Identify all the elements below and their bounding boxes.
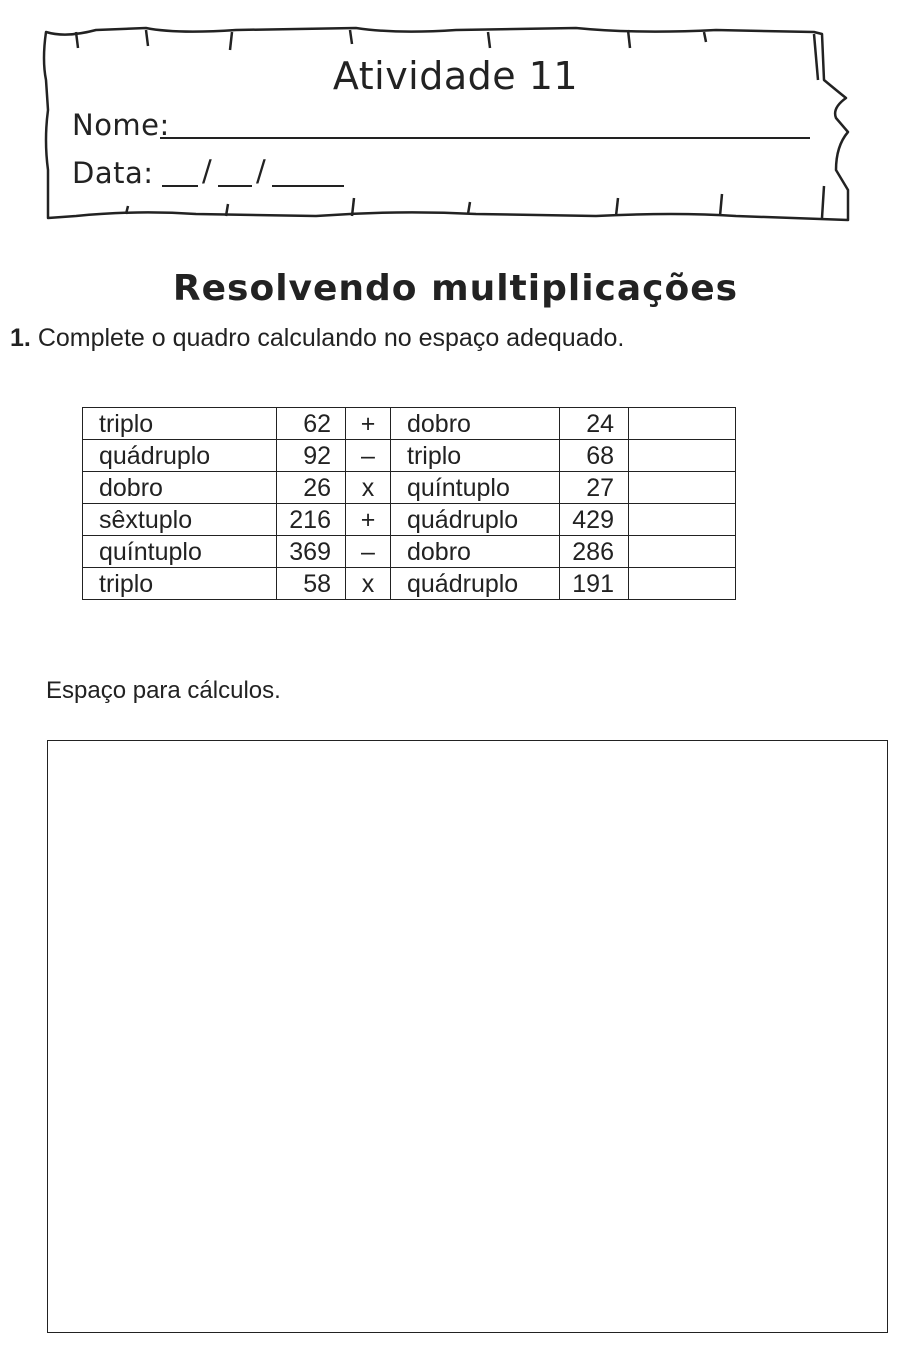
number-cell: 58	[277, 568, 346, 600]
operator-cell: +	[346, 504, 391, 536]
calc-space-box[interactable]	[47, 740, 888, 1333]
number-cell: 429	[560, 504, 629, 536]
table-row	[83, 440, 736, 472]
operator-cell: –	[346, 536, 391, 568]
date-separator: /	[256, 154, 266, 188]
table-row	[83, 536, 736, 568]
multiplier-word-cell: quádruplo	[83, 440, 277, 472]
multiplier-word-cell: quíntuplo	[391, 472, 560, 504]
number-cell: 24	[560, 408, 629, 440]
date-year-field[interactable]	[272, 185, 344, 187]
multiplier-word-cell: sêxtuplo	[83, 504, 277, 536]
multiplier-word-cell: dobro	[391, 536, 560, 568]
multiplier-word-cell: triplo	[83, 408, 277, 440]
table-row	[83, 504, 736, 536]
table-row	[83, 568, 736, 600]
number-cell: 191	[560, 568, 629, 600]
multiplier-word-cell: quádruplo	[391, 504, 560, 536]
date-label: Data:	[72, 156, 154, 190]
multiplier-word-cell: quádruplo	[391, 568, 560, 600]
name-label: Nome:	[72, 108, 170, 142]
number-cell: 369	[277, 536, 346, 568]
operator-cell: –	[346, 440, 391, 472]
operator-cell: +	[346, 408, 391, 440]
number-cell: 216	[277, 504, 346, 536]
number-cell: 26	[277, 472, 346, 504]
instruction-number: 1.	[10, 324, 31, 352]
multiplier-word-cell: quíntuplo	[83, 536, 277, 568]
section-title: Resolvendo multiplicações	[172, 268, 739, 309]
calc-space-label: Espaço para cálculos.	[46, 677, 281, 704]
number-cell: 92	[277, 440, 346, 472]
answer-cell[interactable]	[629, 472, 736, 504]
exercise-table	[82, 407, 736, 600]
date-day-field[interactable]	[162, 185, 198, 187]
number-cell: 286	[560, 536, 629, 568]
number-cell: 68	[560, 440, 629, 472]
answer-cell[interactable]	[629, 568, 736, 600]
answer-cell[interactable]	[629, 408, 736, 440]
instruction	[10, 324, 624, 353]
table-row	[83, 408, 736, 440]
date-month-field[interactable]	[218, 185, 252, 187]
name-field[interactable]	[160, 137, 810, 139]
multiplier-word-cell: dobro	[83, 472, 277, 504]
multiplier-word-cell: triplo	[83, 568, 277, 600]
operator-cell: x	[346, 568, 391, 600]
instruction-text: Complete o quadro calculando no espaço adequado.	[37, 324, 625, 352]
multiplier-word-cell: dobro	[391, 408, 560, 440]
activity-title: Atividade 11	[332, 54, 579, 98]
number-cell: 62	[277, 408, 346, 440]
multiplier-word-cell: triplo	[391, 440, 560, 472]
date-separator: /	[202, 154, 212, 188]
operator-cell: x	[346, 472, 391, 504]
answer-cell[interactable]	[629, 440, 736, 472]
table-row	[83, 472, 736, 504]
answer-cell[interactable]	[629, 536, 736, 568]
number-cell: 27	[560, 472, 629, 504]
answer-cell[interactable]	[629, 504, 736, 536]
